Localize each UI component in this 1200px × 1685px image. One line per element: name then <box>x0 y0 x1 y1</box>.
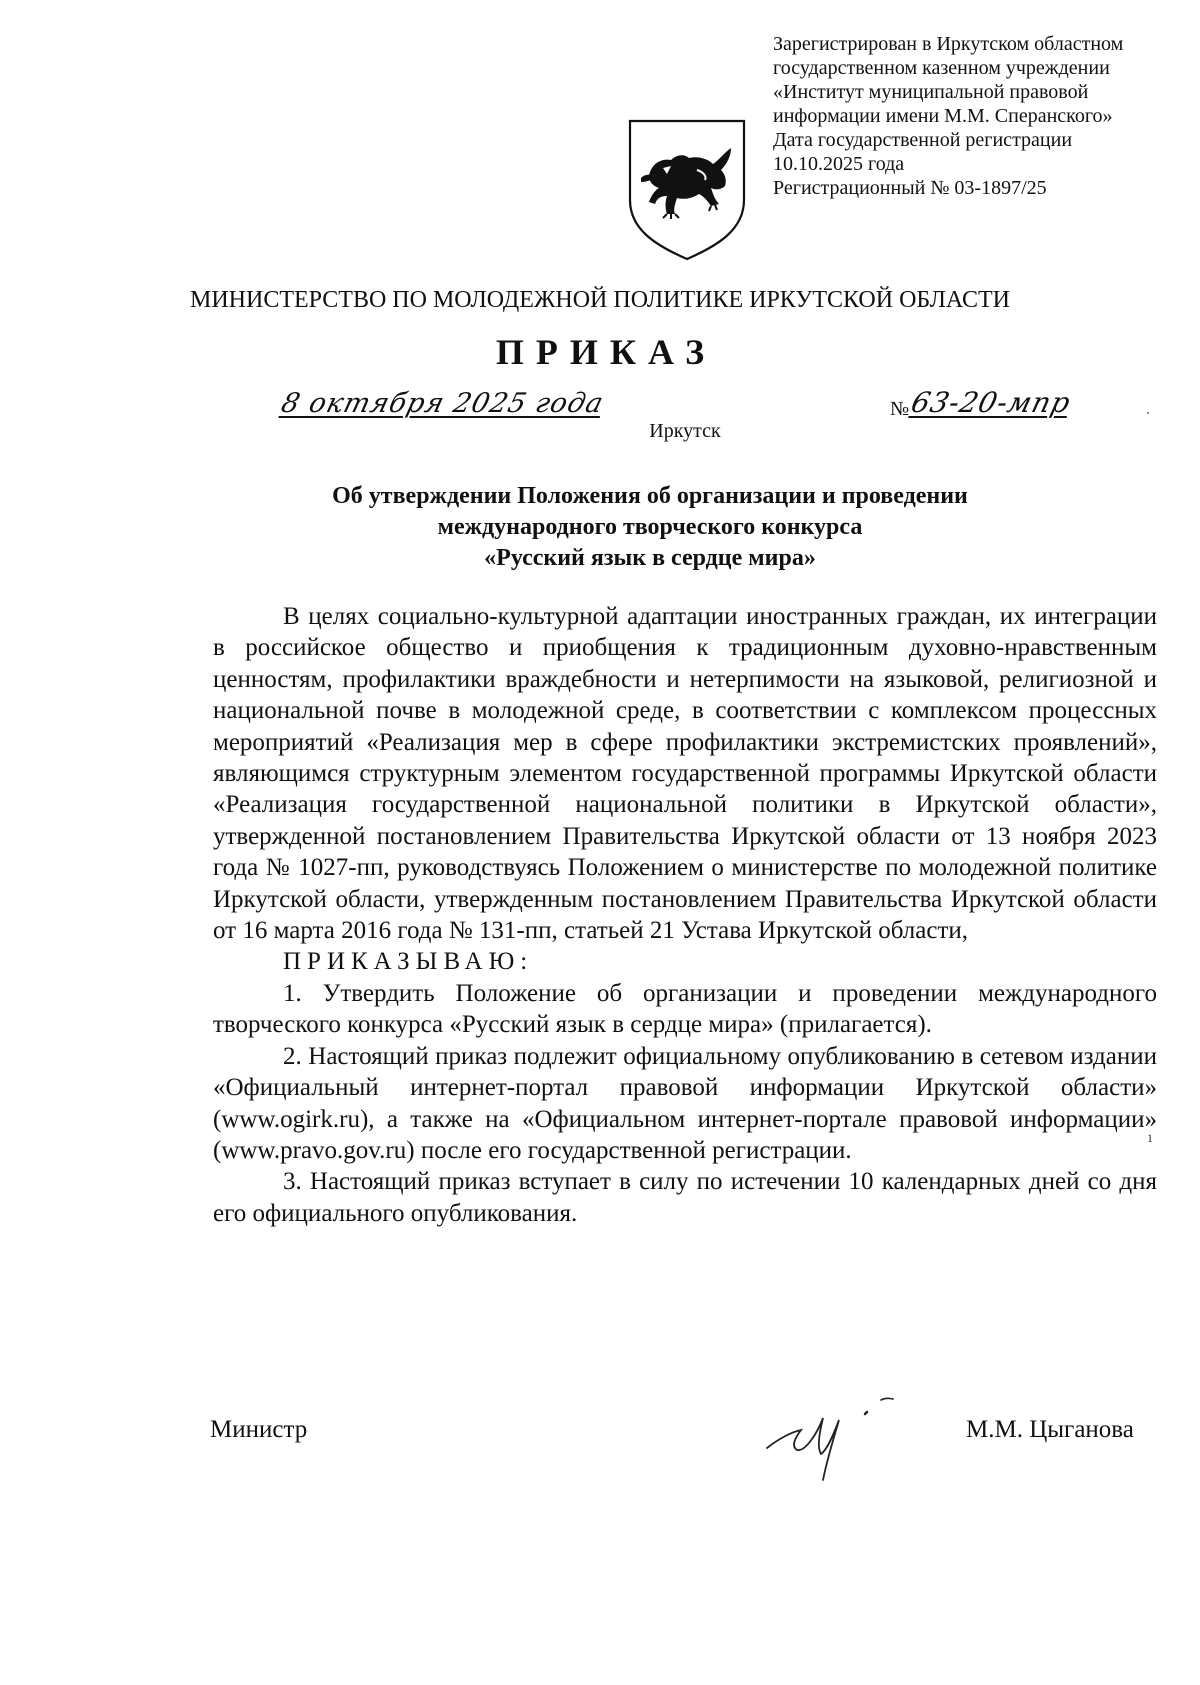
handwritten-date: 8 октября 2025 года <box>278 388 608 419</box>
subject-line: международного творческого конкурса <box>437 514 863 540</box>
registration-stamp <box>773 32 1168 200</box>
registration-line: «Институт муниципальной правовой <box>773 81 1089 103</box>
registration-line: Регистрационный № 03-1897/25 <box>773 177 1047 199</box>
scan-mark <box>1147 412 1149 414</box>
page-number: 1 <box>1147 1131 1153 1145</box>
signatory-name: М.М. Цыганова <box>966 1416 1134 1443</box>
subject-line: Об утверждении Положения об организации и проведении <box>332 483 968 509</box>
signatory-position: Министр <box>210 1416 308 1443</box>
handwritten-signature <box>757 1390 907 1485</box>
signature-block <box>0 1410 1200 1490</box>
order-item: 3. Настоящий приказ вступает в силу по истечении 10 календарных дней со дня его официального опубликования. <box>213 1168 1157 1227</box>
registration-line: государственном казенном учреждении <box>773 57 1110 79</box>
subject-line: «Русский язык в сердце мира» <box>484 545 816 571</box>
registration-line: 10.10.2025 года <box>773 153 905 175</box>
document-title: ПРИКАЗ <box>495 332 717 372</box>
order-item: 1. Утвердить Положение об организации и проведении международного творческого конкурса «Русский язык в сердце мира» (прилагается). <box>213 979 1157 1039</box>
order-item: 2. Настоящий приказ подлежит официальному опубликованию в сетевом издании «Официальный интернет-портал правовой информации Иркутской области» (www.ogirk.ru), а также на «Официальном интернет-портале правовой информации» (www.pravo.gov.ru) после его государственной регистрации. <box>213 1042 1157 1164</box>
handwritten-order-number: 63-20-мпр <box>907 386 1075 419</box>
preamble-paragraph: В целях социально-культурной адаптации иностранных граждан, их интеграции в российское общество и приобщения к традиционным духовно-нравственным ценностям, профилактики враждебности и нетерпимости на языковой, религиозной и национальной почве в молодежной среде, в соответствии с комплексом процессных мероприятий «Реализация мер в сфере профилактики экстремистских проявлений», являющимся структурным элементом государственной программы Иркутской области «Реализация государственной национальной политики в Иркутской области», утвержденной постановлением Правительства Иркутской области от 13 ноября 2023 года № 1027-пп, руководствуясь Положением о министерстве по молодежной политике Иркутской области, утвержденным постановлением Правительства Иркутской области от 16 марта 2016 года № 131-пп, статьей 21 Устава Иркутской области, <box>213 603 1157 945</box>
order-subject <box>270 481 1030 574</box>
registration-line: информации имени М.М. Сперанского» <box>773 105 1113 127</box>
orders-word: ПРИКАЗЫВАЮ: <box>283 948 534 976</box>
city-name: Иркутск <box>649 420 721 442</box>
number-label: № <box>890 398 910 420</box>
registration-line: Дата государственной регистрации <box>773 129 1073 151</box>
registration-line: Зарегистрирован в Иркутском областном <box>773 33 1124 55</box>
order-body <box>213 601 1157 1229</box>
irkutsk-coat-of-arms-icon <box>627 118 747 263</box>
ministry-name: МИНИСТЕРСТВО ПО МОЛОДЕЖНОЙ ПОЛИТИКЕ ИРКУТСКОЙ ОБЛАСТИ <box>189 287 1010 313</box>
